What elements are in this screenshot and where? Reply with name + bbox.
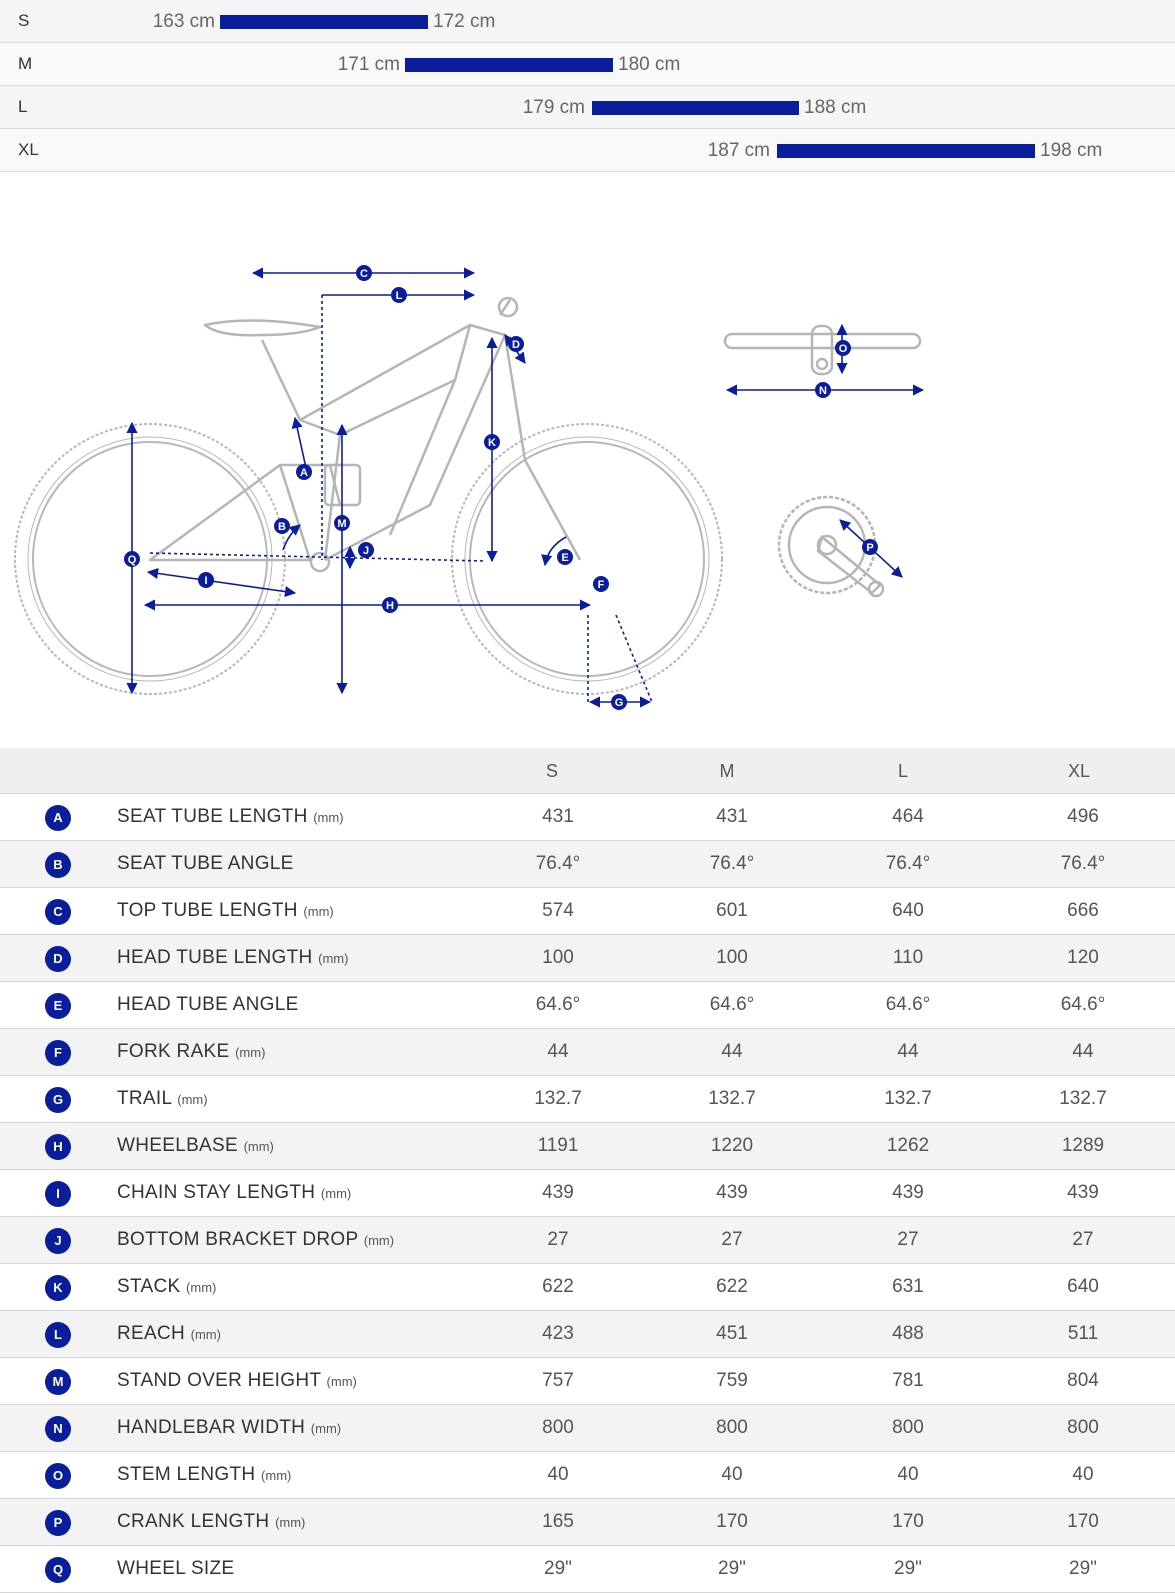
measurement-unit: (mm): [186, 1280, 217, 1295]
table-cell-xl: 804: [1067, 1370, 1099, 1391]
measurement-unit: (mm): [243, 1139, 274, 1154]
measurement-label: [117, 1229, 394, 1251]
table-row: [0, 982, 1175, 1029]
min-height: 171 cm: [337, 54, 400, 75]
table-row: [0, 888, 1175, 935]
column-header-l: L: [897, 761, 908, 781]
svg-text:J: J: [362, 545, 370, 557]
table-cell-s: 622: [542, 1276, 574, 1297]
svg-text:L: L: [395, 290, 403, 302]
dimension-key-badge: H: [45, 1134, 71, 1160]
badge-l-icon: [391, 287, 407, 303]
table-cell-s: 800: [542, 1417, 574, 1438]
measurement-unit: (mm): [235, 1045, 266, 1060]
rider-size-row-m: [0, 43, 1175, 86]
table-cell-s: 29": [544, 1558, 572, 1579]
measurement-name: HEAD TUBE LENGTH: [117, 947, 313, 968]
dimension-key-badge: O: [45, 1463, 71, 1489]
table-cell-m: 64.6°: [709, 994, 755, 1015]
table-cell-s: 76.4°: [535, 853, 581, 874]
max-height: 180 cm: [618, 54, 681, 75]
table-cell-xl: 800: [1067, 1417, 1099, 1438]
table-row: [0, 1170, 1175, 1217]
dimension-key-badge: C: [45, 899, 71, 925]
dimension-key-badge: K: [45, 1275, 71, 1301]
measurement-name: WHEEL SIZE: [117, 1558, 235, 1579]
table-cell-xl: 666: [1067, 900, 1099, 921]
table-cell-xl: 496: [1067, 806, 1099, 827]
table-cell-s: 27: [547, 1229, 569, 1250]
column-header-s: S: [545, 761, 558, 781]
measurement-label: [117, 900, 334, 922]
table-cell-m: 40: [721, 1464, 743, 1485]
table-cell-m: 622: [716, 1276, 748, 1297]
table-cell-l: 631: [892, 1276, 924, 1297]
badge-p-icon: [862, 539, 878, 555]
table-cell-l: 640: [892, 900, 924, 921]
rider-size-row-l: [0, 86, 1175, 129]
badge-a-icon: [296, 464, 312, 480]
table-cell-xl: 170: [1067, 1511, 1099, 1532]
geometry-diagram: [0, 175, 1175, 750]
rider-size-row-s: [0, 0, 1175, 43]
table-cell-l: 44: [897, 1041, 919, 1062]
measurement-label: [117, 994, 299, 1016]
table-row: [0, 1264, 1175, 1311]
measurement-name: WHEELBASE: [117, 1135, 238, 1156]
measurement-unit: (mm): [190, 1327, 221, 1342]
badge-f-icon: [593, 576, 609, 592]
svg-text:C: C: [360, 268, 368, 280]
measurement-unit: (mm): [313, 810, 344, 825]
table-cell-s: 165: [542, 1511, 574, 1532]
table-cell-l: 800: [892, 1417, 924, 1438]
size-name: M: [18, 54, 33, 73]
table-cell-m: 800: [716, 1417, 748, 1438]
measurement-unit: (mm): [303, 904, 334, 919]
measurement-name: BOTTOM BRACKET DROP: [117, 1229, 359, 1250]
measurement-label: [117, 1417, 341, 1439]
table-cell-l: 464: [892, 806, 924, 827]
table-cell-l: 439: [892, 1182, 924, 1203]
badge-q-icon: [124, 551, 140, 567]
badge-n-icon: [815, 382, 831, 398]
table-row: [0, 1546, 1175, 1593]
badge-d-icon: [508, 336, 524, 352]
dimension-key-badge: M: [45, 1369, 71, 1395]
table-row: [0, 1029, 1175, 1076]
svg-text:K: K: [488, 437, 496, 449]
table-cell-s: 100: [542, 947, 574, 968]
bike-geometry-illustration: [0, 175, 1175, 750]
svg-text:B: B: [278, 521, 286, 533]
table-cell-l: 170: [892, 1511, 924, 1532]
badge-e-icon: [557, 549, 573, 565]
table-row: [0, 1452, 1175, 1499]
table-cell-xl: 439: [1067, 1182, 1099, 1203]
max-height: 188 cm: [804, 97, 867, 118]
max-height: 172 cm: [433, 11, 496, 32]
height-range-bar: [592, 101, 799, 115]
height-range-bar: [777, 144, 1035, 158]
handlebar-illustration: [725, 326, 920, 374]
height-range-bar: [405, 58, 613, 72]
table-cell-xl: 27: [1072, 1229, 1094, 1250]
min-height: 187 cm: [707, 140, 770, 161]
column-header-m: M: [719, 761, 735, 781]
table-header: [0, 748, 1175, 794]
table-cell-xl: 76.4°: [1060, 853, 1106, 874]
table-cell-m: 170: [716, 1511, 748, 1532]
measurement-label: [117, 1088, 208, 1110]
svg-text:G: G: [614, 697, 624, 709]
dimension-key-badge: A: [45, 805, 71, 831]
table-cell-m: 439: [716, 1182, 748, 1203]
badge-o-icon: [835, 340, 851, 356]
svg-text:N: N: [819, 385, 827, 397]
table-cell-s: 431: [542, 806, 574, 827]
min-height: 163 cm: [152, 11, 215, 32]
measurement-unit: (mm): [326, 1374, 357, 1389]
dimension-key-badge: Q: [45, 1557, 71, 1583]
table-cell-m: 29": [718, 1558, 746, 1579]
dimension-key-badge: F: [45, 1040, 71, 1066]
dimension-badges: [124, 265, 878, 710]
size-name: S: [18, 11, 30, 30]
table-cell-l: 76.4°: [885, 853, 931, 874]
badge-h-icon: [382, 597, 398, 613]
table-cell-xl: 40: [1072, 1464, 1094, 1485]
measurement-label: [117, 1323, 221, 1345]
svg-text:H: H: [386, 600, 394, 612]
measurement-name: HEAD TUBE ANGLE: [117, 994, 299, 1015]
measurement-name: SEAT TUBE LENGTH: [117, 806, 308, 827]
table-cell-l: 110: [892, 947, 924, 968]
measurement-unit: (mm): [177, 1092, 208, 1107]
badge-k-icon: [484, 434, 500, 450]
table-row: [0, 1358, 1175, 1405]
table-cell-m: 601: [716, 900, 748, 921]
dimension-key-badge: B: [45, 852, 71, 878]
table-cell-m: 76.4°: [709, 853, 755, 874]
table-cell-xl: 640: [1067, 1276, 1099, 1297]
measurement-name: STEM LENGTH: [117, 1464, 256, 1485]
svg-text:D: D: [512, 339, 520, 351]
size-name: L: [18, 97, 28, 116]
table-cell-s: 439: [542, 1182, 574, 1203]
dimension-key-badge: G: [45, 1087, 71, 1113]
measurement-label: [117, 947, 348, 969]
table-cell-m: 759: [716, 1370, 748, 1391]
badge-b-icon: [274, 518, 290, 534]
svg-text:I: I: [204, 575, 208, 587]
table-cell-xl: 44: [1072, 1041, 1094, 1062]
table-cell-m: 1220: [710, 1135, 754, 1156]
measurement-name: CRANK LENGTH: [117, 1511, 270, 1532]
table-cell-l: 64.6°: [885, 994, 931, 1015]
badge-g-icon: [611, 694, 627, 710]
measurement-unit: (mm): [318, 951, 349, 966]
table-cell-m: 132.7: [708, 1088, 756, 1109]
size-name: XL: [18, 140, 39, 159]
svg-text:E: E: [561, 552, 569, 564]
table-cell-xl: 1289: [1061, 1135, 1105, 1156]
measurement-label: [117, 1511, 305, 1533]
rider-size-chart: [0, 0, 1175, 172]
measurement-label: [117, 1182, 351, 1204]
table-cell-m: 451: [716, 1323, 748, 1344]
measurement-label: [117, 1370, 357, 1392]
table-cell-m: 44: [721, 1041, 743, 1062]
table-cell-l: 488: [892, 1323, 924, 1344]
table-row: [0, 794, 1175, 841]
table-row: [0, 1499, 1175, 1546]
table-cell-s: 1191: [537, 1135, 579, 1156]
table-cell-s: 44: [547, 1041, 569, 1062]
svg-text:M: M: [337, 518, 347, 530]
table-row: [0, 1217, 1175, 1264]
table-cell-l: 27: [897, 1229, 919, 1250]
rider-size-row-xl: [0, 129, 1175, 172]
measurement-name: CHAIN STAY LENGTH: [117, 1182, 316, 1203]
dimension-key-badge: P: [45, 1510, 71, 1536]
badge-j-icon: [358, 542, 374, 558]
geometry-table: [0, 748, 1175, 1593]
column-header-xl: XL: [1067, 761, 1091, 781]
table-cell-xl: 132.7: [1059, 1088, 1107, 1109]
measurement-label: [117, 806, 344, 828]
table-cell-xl: 120: [1067, 947, 1099, 968]
table-cell-xl: 64.6°: [1060, 994, 1106, 1015]
min-height: 179 cm: [522, 97, 585, 118]
measurement-unit: (mm): [320, 1186, 352, 1201]
table-cell-m: 100: [716, 947, 748, 968]
dimension-key-badge: E: [45, 993, 71, 1019]
measurement-name: REACH: [117, 1323, 186, 1344]
table-cell-xl: 511: [1067, 1323, 1099, 1344]
measurement-name: FORK RAKE: [117, 1041, 230, 1062]
measurement-label: [117, 1276, 216, 1298]
table-cell-s: 132.7: [534, 1088, 582, 1109]
measurement-label: [117, 1558, 234, 1580]
table-cell-m: 27: [721, 1229, 743, 1250]
badge-m-icon: [334, 515, 350, 531]
table-row: [0, 1311, 1175, 1358]
measurement-name: STAND OVER HEIGHT: [117, 1370, 321, 1391]
measurement-label: [117, 1135, 274, 1157]
table-cell-xl: 29": [1069, 1558, 1097, 1579]
badge-c-icon: [356, 265, 372, 281]
measurement-name: HANDLEBAR WIDTH: [117, 1417, 306, 1438]
measurement-label: [117, 1464, 291, 1486]
measurement-unit: (mm): [363, 1233, 395, 1248]
table-cell-s: 757: [542, 1370, 574, 1391]
table-row: [0, 1405, 1175, 1452]
dimension-key-badge: L: [45, 1322, 71, 1348]
table-cell-s: 423: [542, 1323, 574, 1344]
table-row: [0, 841, 1175, 888]
measurement-label: [117, 1041, 265, 1063]
measurement-unit: (mm): [275, 1515, 306, 1530]
badge-i-icon: [198, 572, 214, 588]
table-row: [0, 935, 1175, 982]
measurement-unit: (mm): [310, 1421, 342, 1436]
table-cell-l: 781: [892, 1370, 924, 1391]
measurement-label: [117, 853, 294, 875]
dimension-key-badge: N: [45, 1416, 71, 1442]
table-row: [0, 1076, 1175, 1123]
table-cell-l: 132.7: [884, 1088, 932, 1109]
table-cell-m: 431: [716, 806, 748, 827]
height-range-bar: [220, 15, 428, 29]
measurement-name: SEAT TUBE ANGLE: [117, 853, 294, 874]
svg-text:F: F: [597, 579, 605, 591]
measurement-name: TRAIL: [117, 1088, 172, 1109]
measurement-name: TOP TUBE LENGTH: [117, 900, 298, 921]
svg-text:P: P: [866, 542, 874, 554]
table-cell-s: 40: [547, 1464, 569, 1485]
measurement-unit: (mm): [261, 1468, 292, 1483]
svg-text:O: O: [838, 343, 848, 355]
svg-text:Q: Q: [127, 554, 137, 566]
table-cell-l: 40: [897, 1464, 919, 1485]
dimension-key-badge: D: [45, 946, 71, 972]
measurement-name: STACK: [117, 1276, 181, 1297]
table-cell-l: 1262: [886, 1135, 930, 1156]
svg-text:A: A: [300, 467, 308, 479]
table-cell-s: 64.6°: [535, 994, 581, 1015]
table-row: [0, 1123, 1175, 1170]
dimension-key-badge: I: [45, 1181, 71, 1207]
dimension-key-badge: J: [45, 1228, 71, 1254]
table-cell-s: 574: [542, 900, 574, 921]
max-height: 198 cm: [1040, 140, 1103, 161]
table-cell-l: 29": [894, 1558, 922, 1579]
